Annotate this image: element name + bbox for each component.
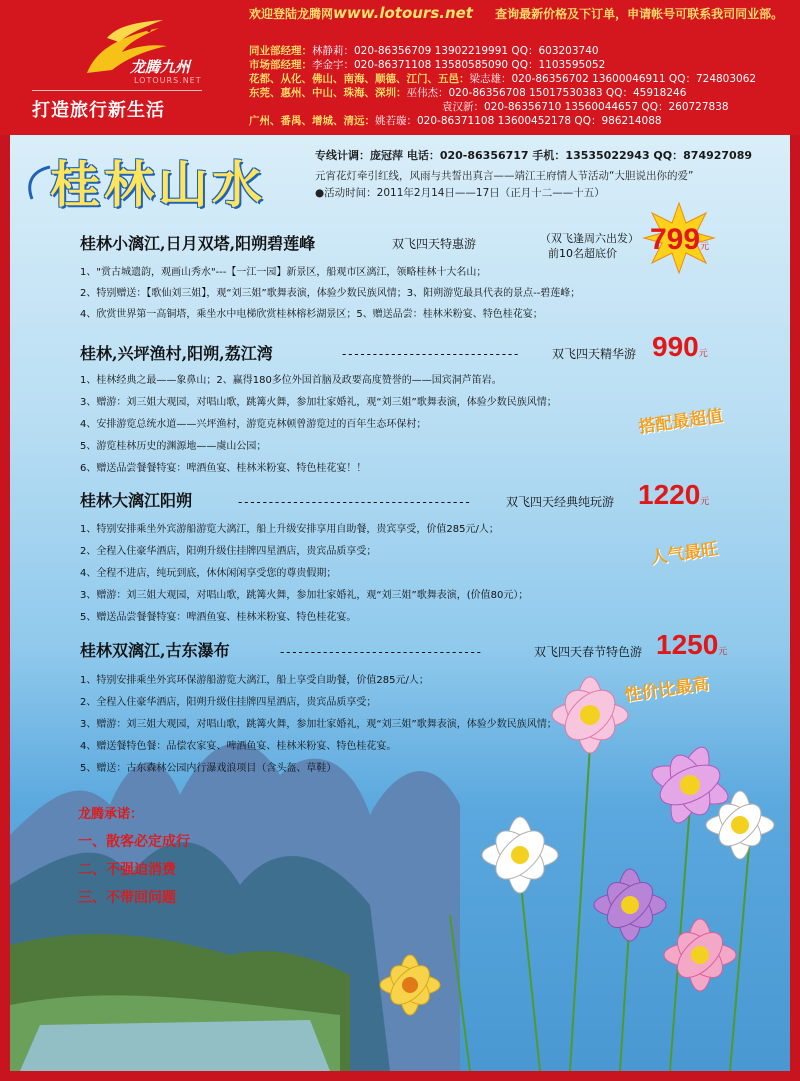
contact-row [249, 57, 605, 72]
route-price [650, 223, 709, 257]
promise-title: 龙腾承诺： [78, 807, 144, 822]
route-item: 2、全程入住豪华酒店，阳朔升级住挂牌四星酒店，贵宾品质享受； [80, 697, 377, 708]
price-unit: 元 [698, 348, 708, 358]
logo-divider [32, 90, 202, 91]
contact-label: 广州、番禺、增城、清远： [249, 115, 375, 127]
route-item: 4、全程不进店，纯玩到底，休休闲闲享受您的尊贵假期； [80, 568, 337, 579]
route-dashes: - - - - - - - - - - - - - - - - - - - - - - - - - - - - - [342, 347, 518, 361]
route-item: 1、桂林经典之最——象鼻山；2、赢得180多位外国首脑及政要高度赞誉的——国宾洞芦笛岩。 [80, 375, 502, 386]
welcome-prefix: 欢迎登陆龙腾网 [249, 7, 334, 21]
route-tag: 人气最旺 [649, 539, 720, 569]
route-item: 1、"赏古城遗韵，观画山秀水"---【一江一园】新景区，船观市区漓江，领略桂林十大名山； [80, 267, 487, 278]
header-banner [0, 0, 800, 135]
route-dashes: - - - - - - - - - - - - - - - - - - - - - - - - - - - - - - - - - [280, 645, 480, 659]
route-item: 2、特别赠送：【歌仙刘三姐】，观“刘三姐”歌舞表演，体验少数民族风情；3、阳朔游览最具代表的景点--碧莲峰； [80, 288, 581, 299]
contact-text: 袁汉新：020-86356710 13560044657 QQ：260727838 [442, 101, 729, 113]
price-unit: 元 [700, 496, 710, 506]
logo[interactable] [22, 6, 232, 128]
contact-text: 林静莉：020-86356709 13902219991 QQ：603203740 [312, 45, 599, 57]
contact-text: 巫伟杰：020-86356708 15017530383 QQ：45918246 [406, 87, 687, 99]
welcome-line [249, 4, 783, 22]
contact-label: 花都、从化、佛山、南海、顺德、江门、五邑： [249, 73, 470, 85]
route-item: 1、特别安排乘坐外宾环保游船游览大漓江，船上享受自助餐，价值285元/人； [80, 675, 429, 686]
contact-row [249, 85, 686, 100]
contact-text: 姚若璇：020-86371108 13600452178 QQ：986214088 [375, 115, 662, 127]
hotline-info: 专线计调：庞冠萍 电话：020-86356717 手机：13535022943 QQ：874927089 [315, 149, 753, 162]
route-item: 3、赠游：刘三姐大观园，对唱山歌，跳篝火舞，参加壮家婚礼，观“刘三姐”歌舞表演，体验少数民族风情； [80, 719, 557, 730]
route-tag: 搭配最超值 [637, 406, 725, 438]
route-item: 4、赠送餐特色餐：品偿农家宴、啤酒鱼宴、桂林米粉宴、特色桂花宴。 [80, 741, 397, 752]
route-subtitle: 双飞四天特惠游 [392, 237, 477, 251]
contact-row [249, 43, 599, 58]
route-title: 桂林双漓江,古东瀑布 [80, 641, 230, 660]
promise-item: 三、不带回问题 [78, 890, 176, 906]
route-item: 4、安排游览总统水道——兴坪渔村，游览克林顿曾游览过的百年生态环保村； [80, 419, 427, 430]
price-value: 799 [650, 223, 701, 256]
route-subtitle: 双飞四天经典纯玩游 [506, 495, 615, 509]
route-item: 1、特别安排乘坐外宾游船游览大漓江，船上升级安排享用自助餐，贵宾享受，价值285元/人； [80, 524, 499, 535]
contact-label: 同业部经理： [249, 45, 312, 57]
contact-row [249, 113, 662, 128]
logo-name: 龙腾九州 [130, 58, 191, 76]
promise-item: 二、不强迫消费 [78, 862, 176, 878]
route-price [652, 331, 708, 363]
event-info [315, 168, 693, 202]
route-subtitle: 双飞四天春节特色游 [534, 645, 643, 659]
event-line: 元宵花灯牵引红线，风雨与共誓出真言——靖江王府情人节活动“大胆说出你的爱” [315, 170, 694, 182]
route-title: 桂林小漓江,日月双塔,阳朔碧莲峰 [80, 234, 316, 253]
price-value: 990 [652, 331, 699, 362]
route-note: 前10名超底价 [548, 247, 617, 260]
route-item: 5、赠送：古东森林公园内行瀑戏浪项目（含头盔、草鞋） [80, 763, 337, 774]
route-dashes: - - - - - - - - - - - - - - - - - - - - - - - - - - - - - - - - - - - - - - [238, 495, 469, 509]
route-price [656, 629, 727, 661]
route-item: 3、赠游：刘三姐大观园，对唱山歌，跳篝火舞，参加壮家婚礼，观“刘三姐”歌舞表演，(价值80元）； [80, 590, 529, 601]
price-value: 1250 [656, 629, 719, 660]
slogan: 打造旅行新生活 [32, 100, 165, 121]
price-unit: 元 [700, 241, 710, 251]
route-item: 2、全程入住豪华酒店，阳朔升级住挂牌四星酒店，贵宾品质享受； [80, 546, 377, 557]
route-price [638, 479, 709, 511]
route-item: 5、赠送品尝餐餐特宴：啤酒鱼宴、桂林米粉宴、特色桂花宴。 [80, 612, 357, 623]
route-item: 6、赠送品尝餐餐特宴：啤酒鱼宴、桂林米粉宴、特色桂花宴！！ [80, 463, 367, 474]
contact-row [442, 99, 729, 114]
contact-row [249, 71, 756, 86]
contact-label: 市场部经理： [249, 59, 312, 71]
route-title: 桂林大漓江阳朔 [80, 491, 193, 510]
route-item: 4、欣赏世界第一高铜塔，乘坐水中电梯欣赏桂林榕杉湖景区；5、赠送品尝：桂林米粉宴、特色桂花宴； [80, 309, 543, 320]
site-link[interactable]: www.lotours.net [333, 4, 473, 22]
route-subtitle: 双飞四天精华游 [552, 347, 637, 361]
price-value: 1220 [638, 479, 701, 510]
contact-text: 李金宇：020-86371108 13580585090 QQ：1103595052 [312, 59, 606, 71]
logo-url: LOTOURS.NET [134, 76, 202, 85]
contact-label: 东莞、惠州、中山、珠海、深圳： [249, 87, 407, 99]
title-swirl-icon [22, 163, 52, 203]
route-note: （双飞逢周六出发） [540, 232, 639, 245]
contact-text: 梁志雄：020-86356702 13600046911 QQ：724803062 [469, 73, 757, 85]
price-unit: 元 [718, 646, 728, 656]
route-tag: 性价比最高 [623, 674, 711, 706]
poster-title: 桂林山水 [50, 155, 266, 214]
welcome-suffix: 查询最新价格及下订单，申请帐号可联系我司同业部。 [495, 7, 784, 21]
route-item: 5、游览桂林历史的渊源地——虞山公园； [80, 441, 267, 452]
route-title: 桂林,兴坪渔村,阳朔,荔江湾 [80, 344, 273, 363]
tour-poster [10, 135, 790, 1071]
promise-item: 一、散客必定成行 [78, 834, 190, 850]
route-item: 3、赠游：刘三姐大观园，对唱山歌，跳篝火舞，参加壮家婚礼，观“刘三姐”歌舞表演，体验少数民族风情； [80, 397, 557, 408]
event-time: ●活动时间：2011年2月14日——17日（正月十二——十五） [315, 187, 605, 199]
